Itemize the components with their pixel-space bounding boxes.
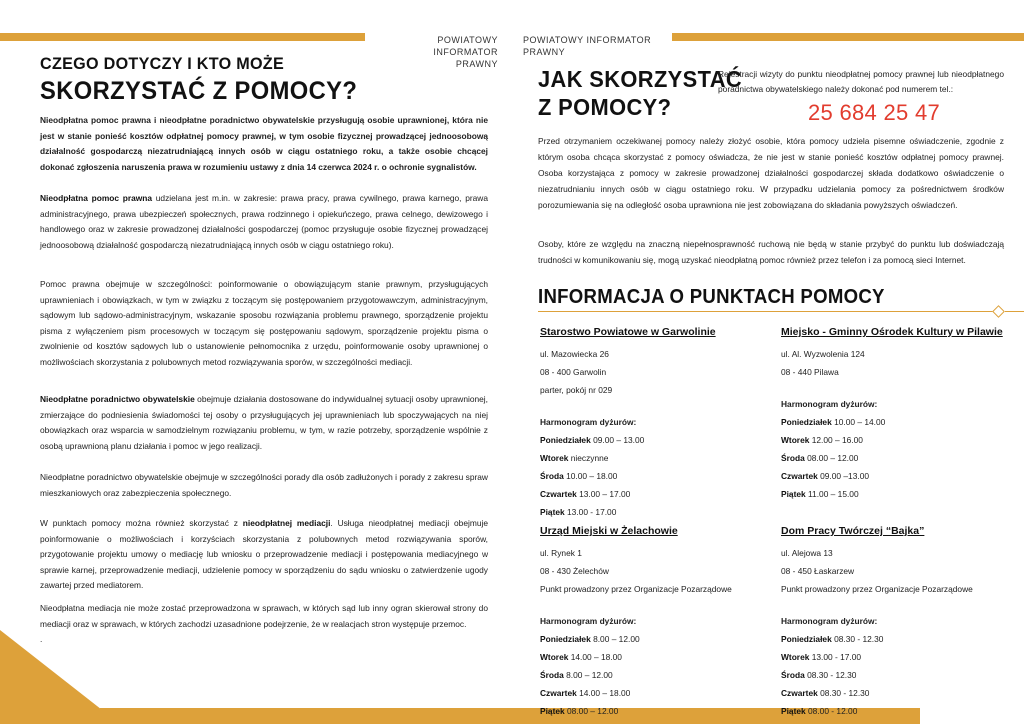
schedule-day: Wtorek (781, 652, 810, 662)
schedule-hours: 13.00 - 17.00 (811, 652, 862, 662)
schedule-hours: 8.00 – 12.00 (566, 670, 613, 680)
office-address-line: parter, pokój nr 029 (540, 385, 613, 395)
left-paragraph-6 (40, 516, 488, 594)
right-p2-text: Osoby, które ze względu na znaczną niepełnosprawność ruchową nie będą w stanie przybyć do punktu lub doświadczają trudności w komunikowaniu się, mogą uzyskać nieodpłatną pomoc również przez telefon i za pomocą sieci Internet. (538, 239, 1004, 265)
schedule-day: Wtorek (540, 652, 569, 662)
left-title-line2: SKORZYSTAĆ Z POMOCY? (40, 77, 358, 105)
schedule-hours: 08.00 – 12.00 (567, 706, 619, 716)
schedule-day: Piątek (781, 489, 806, 499)
office-address-line: ul. Al. Wyzwolenia 124 (781, 349, 865, 359)
right-header-label-line1: POWIATOWY INFORMATOR (523, 35, 652, 45)
schedule-day: Piątek (781, 706, 806, 716)
schedule-hours: 13.00 – 17.00 (579, 489, 631, 499)
left-p3-text: Pomoc prawna obejmuje w szczególności: poinformowanie o obowiązującym stanie prawnym, przysługujących uprawnieniach i obowiązkach, w tym w związku z toczącym się postępowaniem przygotowawczym, administracyjnym, sądowym lub sądowo-administracyjnym, wskazanie sposobu rozwiązania problemu prawnego, sporządzenie projektu pisma z wyłączeniem pism procesowych w toczącym się postępowaniu sądowym, sporządzenie projektu pisma o zwolnienie od kosztów sądowych lub o ustanowienie pełnomocnika z urzędu, poinformowanie osoby uprawnionej o możliwościach skorzystania z polubownych metod rozwiązywania sporów, w szczególności mediacji. (40, 279, 488, 367)
schedule-hours: 14.00 – 18.00 (570, 652, 622, 662)
left-paragraph-2 (40, 191, 488, 253)
schedule-day: Poniedziałek (781, 634, 832, 644)
right-p1-text: Przed otrzymaniem oczekiwanej pomocy należy złożyć osobie, która pomocy udziela pisemne oświadczenie, zgodnie z którym osoba chcąca skorzystać z pomocy oświadcza, że nie jest w stanie ponieść kosztów odpłatnej pomocy prawnej. Osoba korzystająca z pomocy w zakresie prowadzonej działalności gospodarczej składa dodatkowo oświadczenie o niezatrudnianiu innych osób w ciągu ostatniego roku. W przypadku udzielania pomocy za pośrednictwem środków porozumiewania się na odległość osoba uprawniona nie jest zobowiązana do składania powyższych oświadczeń. (538, 136, 1004, 210)
schedule-day: Poniedziałek (540, 634, 591, 644)
left-p7-dot: . (40, 634, 43, 644)
schedule-hours: 13.00 - 17.00 (567, 507, 617, 517)
schedule-day: Piątek (540, 507, 565, 517)
right-header-bar (672, 33, 1024, 41)
info-section-title: INFORMACJA O PUNKTACH POMOCY (538, 286, 885, 308)
schedule-title: Harmonogram dyżurów: (781, 399, 878, 409)
office-card-zelechow (540, 522, 775, 720)
schedule-row (781, 648, 1021, 666)
left-paragraph-1 (40, 113, 488, 175)
schedule-day: Wtorek (540, 453, 569, 463)
schedule-row (540, 684, 775, 702)
schedule-hours: 11.00 – 15.00 (808, 489, 859, 499)
schedule-row (540, 431, 775, 449)
office-address-line: 08 - 400 Garwolin (540, 367, 607, 377)
left-p6-bold: nieodpłatnej mediacji (242, 518, 331, 528)
office-card-laskarzew (781, 522, 1021, 720)
info-divider-diamond (992, 305, 1005, 318)
schedule-hours: nieczynne (570, 453, 609, 463)
spacer (540, 399, 775, 413)
info-divider-line-end (1005, 311, 1024, 312)
schedule-day: Środa (540, 670, 564, 680)
schedule-day: Czwartek (540, 688, 577, 698)
office-address-line: ul. Rynek 1 (540, 548, 582, 558)
schedule-day: Poniedziałek (781, 417, 832, 427)
office-address-line: 08 - 440 Pilawa (781, 367, 839, 377)
office-address-line: ul. Alejowa 13 (781, 548, 833, 558)
left-header-label (372, 34, 498, 70)
schedule-hours: 08.00 – 12.00 (807, 453, 859, 463)
office-name: Dom Pracy Twórczej “Bajka” (781, 525, 925, 537)
right-title-line1: JAK SKORZYSTAĆ (538, 66, 743, 92)
schedule-day: Piątek (540, 706, 565, 716)
right-header-label (523, 34, 663, 58)
schedule-row (540, 467, 775, 485)
schedule-hours: 09.00 – 13.00 (593, 435, 645, 445)
schedule-title: Harmonogram dyżurów: (540, 417, 637, 427)
schedule-title: Harmonogram dyżurów: (781, 616, 878, 626)
left-p2-bold: Nieodpłatna pomoc prawna (40, 193, 153, 203)
schedule-day: Czwartek (781, 471, 818, 481)
schedule-day: Czwartek (781, 688, 818, 698)
schedule-row (781, 413, 1021, 431)
schedule-hours: 08.30 - 12.30 (807, 670, 857, 680)
office-card-garwolin (540, 323, 775, 521)
left-paragraph-5 (40, 470, 488, 501)
schedule-hours: 08.30 - 12.30 (820, 688, 870, 698)
schedule-row (781, 467, 1021, 485)
schedule-day: Środa (540, 471, 564, 481)
schedule-hours: 12.00 – 16.00 (811, 435, 863, 445)
left-p5-text: Nieodpłatne poradnictwo obywatelskie obejmuje w szczególności porady dla osób zadłużonych i porady z zakresu spraw mieszkaniowych oraz zabezpieczenia społecznego. (40, 472, 488, 498)
office-name: Urząd Miejski w Żelachowie (540, 525, 678, 537)
left-p4-text: obejmuje działania dostosowane do indywidualnej sytuacji osoby uprawnionej, zmierzające do podniesienia świadomości tej osoby o przysługujących jej uprawnieniach lub spoczywających na niej obowiązkach oraz wsparcia w samodzielnym rozwiązaniu problemu, w tym, w razie potrzeby, sporządzenie wspólnie z osobą uprawnioną planu działania i pomoc w jego realizacji. (40, 394, 488, 451)
schedule-row (781, 449, 1021, 467)
schedule-row (781, 630, 1021, 648)
right-header-label-line2: PRAWNY (523, 47, 566, 57)
left-paragraph-3 (40, 277, 488, 370)
office-address-line: 08 - 430 Żelechów (540, 566, 609, 576)
schedule-hours: 10.00 – 14.00 (834, 417, 886, 427)
left-header-bar (0, 33, 365, 41)
schedule-row (540, 485, 775, 503)
schedule-row (540, 449, 775, 467)
spacer (781, 598, 1021, 612)
schedule-row (781, 684, 1021, 702)
left-p1-text: Nieodpłatna pomoc prawna i nieodpłatne poradnictwo obywatelskie przysługują osobie uprawnionej, która nie jest w stanie ponieść kosztów odpłatnej pomocy prawnej, w tym osobie fizycznej prowadzącej jednoosobową działalność gospodarczą niezatrudniającą innych osób w ciągu ostatniego roku, a także osobie chcącej dokonać zgłoszenia naruszenia prawa w rozumieniu ustawy z dnia 14 czerwca 2024 r. o ochronie sygnalistów. (40, 115, 488, 172)
schedule-day: Poniedziałek (540, 435, 591, 445)
right-title-line2: Z POMOCY? (538, 94, 672, 120)
left-p6-pre: W punktach pomocy można również skorzystać z (40, 518, 243, 528)
phone-number: 25 684 25 47 (808, 100, 941, 125)
schedule-row (540, 503, 775, 521)
schedule-row (540, 702, 775, 720)
info-divider-line (538, 311, 998, 312)
schedule-title: Harmonogram dyżurów: (540, 616, 637, 626)
schedule-hours: 8.00 – 12.00 (593, 634, 640, 644)
schedule-day: Czwartek (540, 489, 577, 499)
left-p2-text: udzielana jest m.in. w zakresie: prawa pracy, prawa cywilnego, prawa karnego, prawa administracyjnego, prawa ubezpieczeń społecznych, prawa rodzinnego i opiekuńczego, prawa celnego, dewizowego i handlowego oraz w zakresie prowadzonej działalności gospodarczej (pomoc przysługuje osobie fizycznej prowadzącej jednoosobową działalność gospodarczą niezatrudniającą innych osób w ciągu ostatniego roku). (40, 193, 489, 250)
left-p6-text: . Usługa nieodpłatnej mediacji obejmuje poinformowanie o możliwościach i korzyściach skorzystania z polubownych metod rozwiązywania sporów, przygotowanie projektu umowy o mediację lub wniosku o przeprowadzenie mediacji i postępowania mediacyjnego w sprawie karnej, przeprowadzenie mediacji, udzielenie pomocy w sporządzeniu do sądu wniosku o zatwierdzenie ugody zawartej przed mediatorem. (40, 518, 488, 590)
office-name: Miejsko - Gminny Ośrodek Kultury w Pilawie (781, 326, 1003, 338)
schedule-row (540, 648, 775, 666)
left-p7-text: Nieodpłatna mediacja nie może zostać przeprowadzona w sprawach, w których sąd lub inny ogran skierował strony do mediacji oraz w sprawach, w których zachodzi uzasadnione podejrzenie, że w realacjach stron występuje przemoc. (40, 603, 488, 629)
office-address-line: Punkt prowadzony przez Organizacje Pozarządowe (540, 584, 732, 594)
registration-text: Rejestracji wizyty do punktu nieodpłatnej pomocy prawnej lub nieodpłatnego poradnictwa obywatelskiego należy dokonać pod numerem tel.: (718, 69, 1004, 94)
office-name: Starostwo Powiatowe w Garwolinie (540, 326, 716, 338)
schedule-hours: 08.00 - 12.00 (808, 706, 858, 716)
spacer (781, 381, 1021, 395)
office-address-line: ul. Mazowiecka 26 (540, 349, 609, 359)
schedule-row (540, 630, 775, 648)
left-paragraph-7 (40, 601, 488, 648)
left-paragraph-4 (40, 392, 488, 454)
right-paragraph-1 (538, 133, 1004, 213)
schedule-hours: 10.00 – 18.00 (566, 471, 618, 481)
schedule-row (781, 702, 1021, 720)
office-address-line: Punkt prowadzony przez Organizacje Pozarządowe (781, 584, 973, 594)
schedule-row (781, 666, 1021, 684)
spacer (540, 598, 775, 612)
schedule-day: Środa (781, 670, 805, 680)
schedule-hours: 09.00 –13.00 (820, 471, 870, 481)
schedule-hours: 14.00 – 18.00 (579, 688, 631, 698)
left-title-line1: CZEGO DOTYCZY I KTO MOŻE (40, 54, 285, 73)
left-header-label-line2: PRAWNY (455, 59, 498, 69)
right-paragraph-2 (538, 236, 1004, 268)
schedule-row (781, 431, 1021, 449)
schedule-hours: 08.30 - 12.30 (834, 634, 884, 644)
schedule-row (781, 485, 1021, 503)
left-header-label-line1: POWIATOWY INFORMATOR (433, 35, 498, 57)
left-p4-bold: Nieodpłatne poradnictwo obywatelskie (40, 394, 195, 404)
schedule-row (540, 666, 775, 684)
schedule-day: Wtorek (781, 435, 810, 445)
office-address-line: 08 - 450 Łaskarzew (781, 566, 855, 576)
schedule-day: Środa (781, 453, 805, 463)
office-card-pilawa (781, 323, 1021, 503)
